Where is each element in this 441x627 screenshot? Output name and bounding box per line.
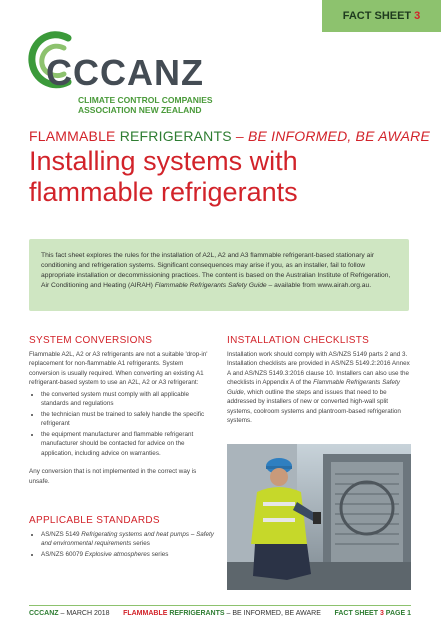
kicker-flammable: FLAMMABLE bbox=[29, 128, 116, 144]
standards-list bbox=[29, 530, 215, 560]
page-footer bbox=[29, 605, 411, 617]
footer-divider bbox=[29, 605, 411, 606]
footer-left bbox=[29, 610, 110, 617]
fact-sheet-label: FACT SHEET bbox=[342, 10, 412, 22]
logo-subtitle-line2: ASSOCIATION NEW ZEALAND bbox=[78, 105, 202, 115]
intro-box bbox=[29, 239, 409, 311]
footer-refrigerants: REFRIGERANTS bbox=[167, 610, 225, 617]
system-conversions-body: Flammable A2L, A2 or A3 refrigerants are not a suitable 'drop-in' replacement for non-flammable A1 refrigerants. System conversion is usually required. When converting an existing A1 refrigerant-based system to use an A2L, A2 or A3 refrigerant: bbox=[29, 350, 208, 386]
footer-date: – MARCH 2018 bbox=[58, 610, 110, 617]
installation-checklists-heading: INSTALLATION CHECKLISTS bbox=[227, 335, 370, 346]
fact-sheet-tab bbox=[322, 0, 441, 32]
system-conversions-section bbox=[29, 336, 215, 486]
list-item: • the equipment manufacturer and flammable refrigerant manufacturer should be contacted for advice on the application, including advice on warranties. bbox=[41, 430, 215, 459]
title-line1: Installing systems with bbox=[29, 146, 298, 176]
technician-photo bbox=[227, 444, 411, 590]
installation-checklists-section bbox=[227, 336, 411, 426]
list-item: • the converted system must comply with all applicable standards and regulations bbox=[41, 390, 215, 409]
checklists-guide-title: Flammable Refrigerants Safety Guide bbox=[227, 379, 400, 396]
checklists-text-tail: , which outline the steps and issues that need to be addressed by installers of new or converted high-wall split systems, coolroom systems and plantroom-based refrigeration systems. bbox=[227, 388, 401, 424]
system-conversions-heading: SYSTEM CONVERSIONS bbox=[29, 335, 153, 346]
fact-sheet-number: 3 bbox=[414, 10, 421, 22]
footer-page: PAGE bbox=[383, 610, 408, 617]
standard-title: Explosive atmospheres bbox=[84, 550, 150, 558]
conversion-bullets bbox=[29, 390, 215, 459]
standard-title: Refrigerating systems and heat pumps – Safety and environmental requirements bbox=[41, 530, 214, 547]
applicable-standards-heading: APPLICABLE STANDARDS bbox=[29, 515, 160, 526]
list-item bbox=[41, 550, 215, 560]
footer-tagline: – BE INFORMED, BE AWARE bbox=[224, 610, 321, 617]
title-line2: flammable refrigerants bbox=[29, 177, 298, 207]
intro-guide-title: Flammable Refrigerants Safety Guide bbox=[154, 282, 267, 289]
logo-subtitle bbox=[78, 95, 213, 115]
list-item: • the technician must be trained to safely handle the specific refrigerant bbox=[41, 410, 215, 429]
kicker-refrigerants: REFRIGERANTS bbox=[119, 128, 232, 144]
footer-sheet: FACT SHEET bbox=[334, 610, 380, 617]
logo-wordmark: CCCANZ bbox=[46, 52, 204, 93]
list-item bbox=[41, 530, 215, 549]
cccanz-logo bbox=[26, 28, 226, 120]
technician-illustration bbox=[227, 444, 411, 590]
page-title bbox=[29, 146, 298, 208]
series-kicker bbox=[29, 128, 430, 144]
applicable-standards-section bbox=[29, 516, 215, 560]
footer-flammable: FLAMMABLE bbox=[123, 610, 168, 617]
footer-page-number: 1 bbox=[407, 610, 411, 617]
footer-right bbox=[334, 610, 411, 617]
intro-text: This fact sheet explores the rules for the installation of A2L, A2 and A3 flammable refrigerant-based stationary air conditioning and refrigeration systems. Significant consequences may arise if you, as an installer, fail to follow appropriate installation or decommissioning practices. The content is based on the Australian Institute of Refrigeration, Air Conditioning and Heating (AIRAH) bbox=[41, 252, 391, 289]
standard-code: AS/NZS 60079 bbox=[41, 550, 85, 558]
footer-sheet-number: 3 bbox=[379, 610, 384, 617]
standard-code: AS/NZS 5149 bbox=[41, 530, 82, 538]
footer-brand: CCCANZ bbox=[29, 610, 59, 617]
standard-tail: series bbox=[149, 550, 169, 558]
intro-tail: – available from www.airah.org.au. bbox=[266, 282, 372, 289]
logo-subtitle-line1: CLIMATE CONTROL COMPANIES bbox=[78, 95, 213, 105]
conversion-closing: Any conversion that is not implemented in the correct way is unsafe. bbox=[29, 468, 197, 485]
footer-middle bbox=[123, 610, 321, 617]
checklists-text: Installation work should comply with AS/NZS 5149 parts 2 and 3. Installation checklists are provided in AS/NZS 5149.2:2016 Annex A and AS/NZS 5149.3:2016 clause 10. Installers can also use the checklists in Appendix A of the bbox=[227, 350, 410, 386]
installation-checklists-body bbox=[227, 350, 411, 426]
kicker-tagline: – BE INFORMED, BE AWARE bbox=[235, 128, 431, 144]
standard-tail: series bbox=[131, 540, 150, 547]
